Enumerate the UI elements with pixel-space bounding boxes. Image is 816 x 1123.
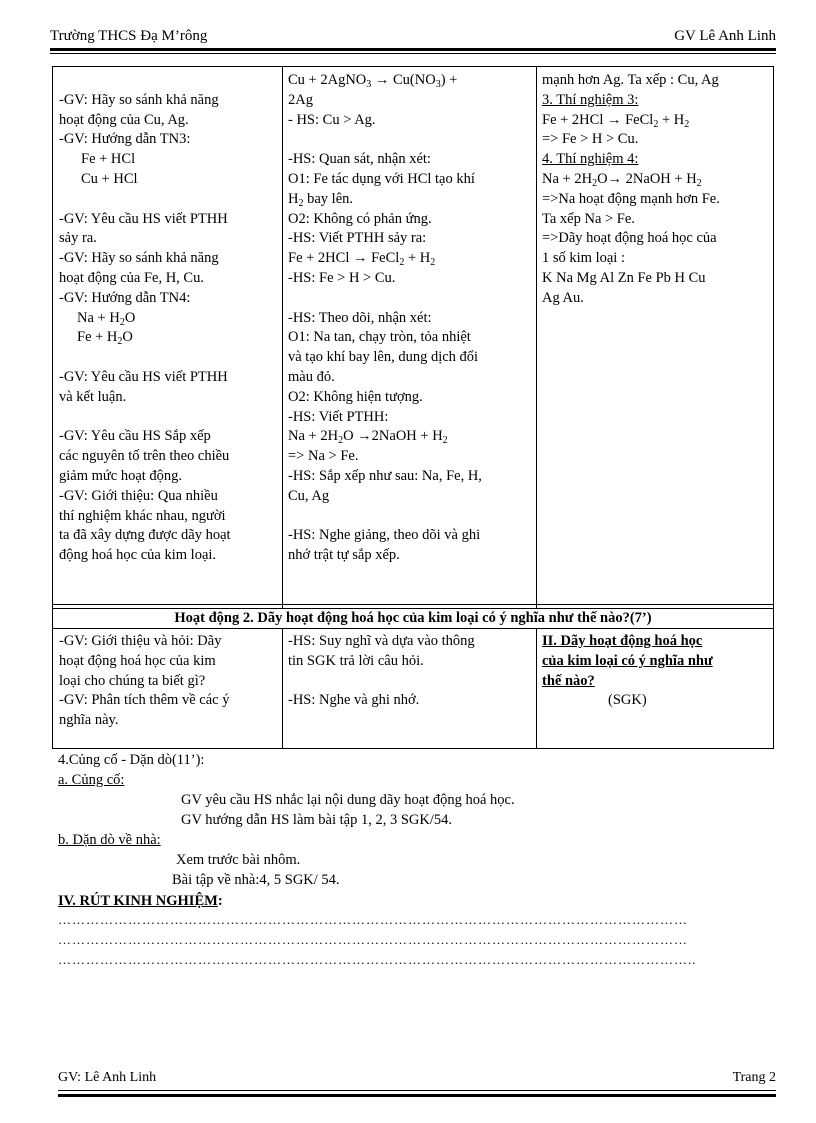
consolidation-line: GV yêu cầu HS nhắc lại nội dung dãy hoạt động hoá học. [181,792,515,808]
col-divider [536,67,537,608]
header-rule-thick [50,48,776,51]
experiment-4-heading: 4. Thí nghiệm 4: [542,151,639,168]
activity-2-title: Hoạt động 2. Dãy hoạt động hoá học của kim loại có ý nghĩa như thế nào?(7’) [174,610,652,626]
footer-teacher: GV: Lê Anh Linh [58,1070,157,1085]
page-number: Trang 2 [732,1070,776,1085]
content-cell: mạnh hơn Ag. Ta xếp : Cu, Ag 3. Thí nghiệm 3: Fe + 2HCl → FeCl$_2$ + $H_2$ => Fe > H > Cu. 4. Thí nghiệm 4: $Na + 2H_2O\to$ 2NaOH + $H_2$ =>Na hoạt động mạnh hơn Fe. Ta xếp Na > Fe. =>Dãy hoạt động hoá học của 1 số kim loại : K Na Mg Al Zn Fe Pb H Cu Ag Au. [542,71,770,309]
sgk-reference: (SGK) [608,692,647,709]
review-dotted-line: ……………………………………………………………………………………………………………………… [58,932,688,947]
arrow-icon: → [606,111,622,128]
consolidation-line: GV hướng dẫn HS làm bài tập 1, 2, 3 SGK/54. [181,812,453,828]
consolidation-heading: 4.Củng cố - Dặn dò(11’): [58,752,205,768]
teacher-name: GV Lê Anh Linh [674,28,776,44]
teacher-activity-cell-2: -GV: Giới thiệu và hỏi: Dãy hoạt động hoá học của kim loại cho chúng ta biết gì? -GV: Phân tích thêm về các ý nghĩa này. [59,633,230,729]
school-name: Trường THCS Đạ M’rông [50,28,208,44]
col-divider [536,628,537,748]
student-activity-cell: Cu + 2AgNO$_3$ → $Cu(NO_3)$ + 2Ag - HS: Cu > Ag. -HS: Quan sát, nhận xét: O1: Fe tác dụng với HCl tạo khí $H_2$ bay lên. O2: Không có phản ứng. -HS: Viết PTHH sảy ra: Fe + 2HCl → FeCl$_2$ + $H_2$ -HS: Fe > H > Cu. -HS: Theo dõi, nhận xét: O1: Na tan, chạy tròn, tỏa nhiệt và tạo khí bay lên, dung dịch đổi màu đỏ. O2: Không hiện tượng. -HS: Viết PTHH: $Na + 2H_2O$ →2NaOH + $H_2$ => Na > Fe. -HS: Sắp xếp như sau: Na, Fe, H, Cu, Ag -HS: Nghe giảng, theo dõi và ghi nhớ trật tự sắp xếp. [288,71,534,566]
arrow-icon: → [374,72,390,88]
review-dotted-line: ……………………………………………………………………………………………………………………… [58,912,688,927]
consolidation-label: a. Củng cố: [58,772,125,788]
reaction-na-2h2o: $Na + 2H_2O$ →2NaOH + $H_2$ [288,428,448,447]
student-activity-cell-2: -HS: Suy nghĩ và dựa vào thông tin SGK trả lời câu hỏi. -HS: Nghe và ghi nhớ. [288,633,475,709]
teacher-activity-cell: -GV: Hãy so sánh khả năng hoạt động của Cu, Ag. -GV: Hướng dẫn TN3: Fe + HCl Cu + HCl -GV: Yêu cầu HS viết PTHH sảy ra. -GV: Hãy so sánh khả năng hoạt động của Fe, H, Cu. -GV: Hướng dẫn TN4: $Na + H_2O$ $Fe + H_2O$ -GV: Yêu cầu HS viết PTHH và kết luận. -GV: Yêu cầu HS Sắp xếp các nguyên tố trên theo chiều giảm mức hoạt động. -GV: Giới thiệu: Qua nhiều thí nghiệm khác nhau, người ta đã xây dựng được dãy hoạt động hoá học của kim loại. [59,71,279,566]
arrow-icon: → [357,428,372,445]
activity-series: K Na Mg Al Zn Fe Pb H Cu [542,269,706,286]
col-divider [282,628,283,748]
review-dotted-line: ……………………………………………………………………………………………………………………….. [58,952,697,967]
arrow-icon: → [352,250,368,267]
header-rule-thin [50,53,776,54]
col-divider [282,67,283,608]
arrow-icon: → [607,170,623,187]
reaction-na-water: $Na + H_2O$ [77,309,136,328]
content-cell-2: II. Dãy hoạt động hoá học của kim loại có ý nghĩa như thế nào? (SGK) [542,632,770,711]
homework-label: b. Dặn dò về nhà: [58,832,161,848]
row-divider [53,604,773,605]
experiment-3-heading: 3. Thí nghiệm 3: [542,91,639,108]
row-divider [53,628,773,629]
review-heading: IV. RÚT KINH NGHIỆM: [58,893,223,909]
section-ii-heading: II. Dãy hoạt động hoá học [542,633,703,649]
homework-line: Xem trước bài nhôm. [176,852,301,868]
lesson-table [52,66,774,749]
homework-line: Bài tập về nhà:4, 5 SGK/ 54. [172,872,340,888]
reaction-cu-agno3: Cu + 2AgNO$_3$ → $Cu(NO_3)$ + [288,72,458,90]
reaction-fe-hcl: Fe + 2HCl → FeCl$_2$ + $H_2$ [288,250,436,269]
reaction-fe-water: $Fe + H_2O$ [77,329,133,348]
footer-rule-thick [58,1094,776,1097]
footer-rule-thin [58,1090,776,1091]
